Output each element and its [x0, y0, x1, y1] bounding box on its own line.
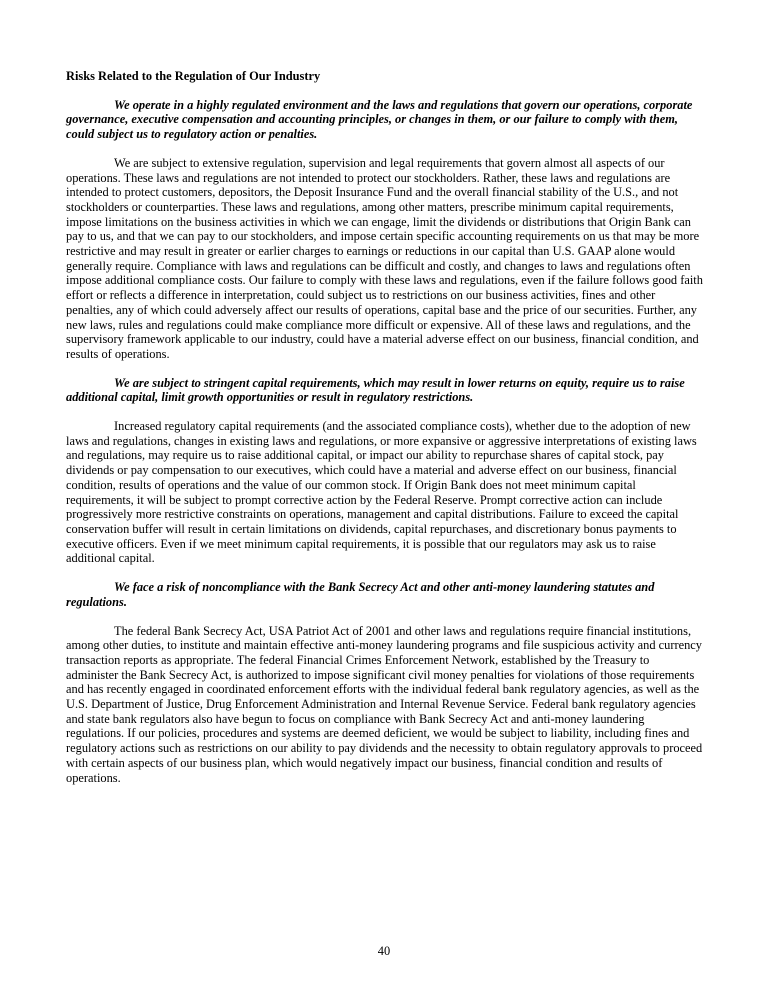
- body-paragraph: The federal Bank Secrecy Act, USA Patriot Act of 2001 and other laws and regulations require financial institutions, among other duties, to institute and maintain effective anti-money laundering programs and file suspicious activity and currency transaction reports as appropriate. The federal Financial Crimes Enforcement Network, established by the Treasury to administer the Bank Secrecy Act, is authorized to impose significant civil money penalties for violations of those requirements and has recently engaged in coordinated enforcement efforts with the individual federal bank regulatory agencies, as well as the U.S. Department of Justice, Drug Enforcement Administration and Internal Revenue Service. Federal bank regulatory agencies and state bank regulators also have begun to focus on compliance with Bank Secrecy Act and anti-money laundering regulations. If our policies, procedures and systems are deemed deficient, we would be subject to liability, including fines and regulatory actions such as restrictions on our ability to pay dividends and the necessity to obtain regulatory approvals to proceed with certain aspects of our business plan, which would negatively impact our business, financial condition and results of operations.: [66, 623, 703, 785]
- section-heading: Risks Related to the Regulation of Our Industry: [66, 69, 321, 83]
- page-number: 40: [377, 944, 391, 958]
- body-paragraph: We are subject to extensive regulation, supervision and legal requirements that govern almost all aspects of our operations. These laws and regulations are not intended to protect our stockholders. Rather, these laws and regulations are intended to protect customers, depositors, the Deposit Insurance Fund and the overall financial stability of the U.S., and not stockholders or counterparties. These laws and regulations, among other matters, prescribe minimum capital requirements, impose limitations on the business activities in which we can engage, limit the dividends or distributions that Origin Bank can pay to us, and that we can pay to our stockholders, and impose certain specific accounting requirements on us that may be more restrictive and may result in greater or earlier charges to earnings or reductions in our capital than U.S. GAAP alone would generally require. Compliance with laws and regulations can be difficult and costly, and changes to laws and regulations often impose additional compliance costs. Our failure to comply with these laws and regulations, even if the failure follows good faith effort or reflects a difference in interpretation, could subject us to restrictions on our business activities, fines and other penalties, any of which could adversely affect our results of operations, capital base and the price of our securities. Further, any new laws, rules and regulations could make compliance more difficult or expensive. All of these laws and regulations, and the supervisory framework applicable to our industry, could have a material adverse effect on our business, financial condition, and results of operations.: [66, 155, 703, 361]
- risk-statement-paragraph: We operate in a highly regulated environment and the laws and regulations that govern our operations, corporate governance, executive compensation and accounting principles, or changes in them, or our failure to comply with them, could subject us to regulatory action or penalties.: [66, 97, 693, 142]
- body-paragraph: Increased regulatory capital requirements (and the associated compliance costs), whether due to the adoption of new laws and regulations, changes in existing laws and regulations, or more expansive or aggressive interpretations of existing laws and regulations, may require us to raise additional capital, or impact our ability to repurchase shares of capital stock, pay dividends or pay compensation to our executives, which could have a material and adverse effect on our business, financial condition, results of operations and the value of our common stock. If Origin Bank does not meet minimum capital requirements, it will be subject to prompt corrective action by the Federal Reserve. Prompt corrective action can include progressively more restrictive constraints on operations, management and capital distributions. Failure to exceed the capital conservation buffer will result in certain limitations on dividends, capital repurchases, and discretionary bonus payments to executive officers. Even if we meet minimum capital requirements, it is possible that our regulators may ask us to raise additional capital.: [66, 419, 697, 566]
- risk-statement-paragraph: We face a risk of noncompliance with the Bank Secrecy Act and other anti-money laundering statutes and regulations.: [66, 580, 655, 609]
- document-content: [66, 69, 703, 799]
- risk-statement-paragraph: We are subject to stringent capital requirements, which may result in lower returns on equity, require us to raise additional capital, limit growth opportunities or result in regulatory restrictions.: [66, 375, 685, 405]
